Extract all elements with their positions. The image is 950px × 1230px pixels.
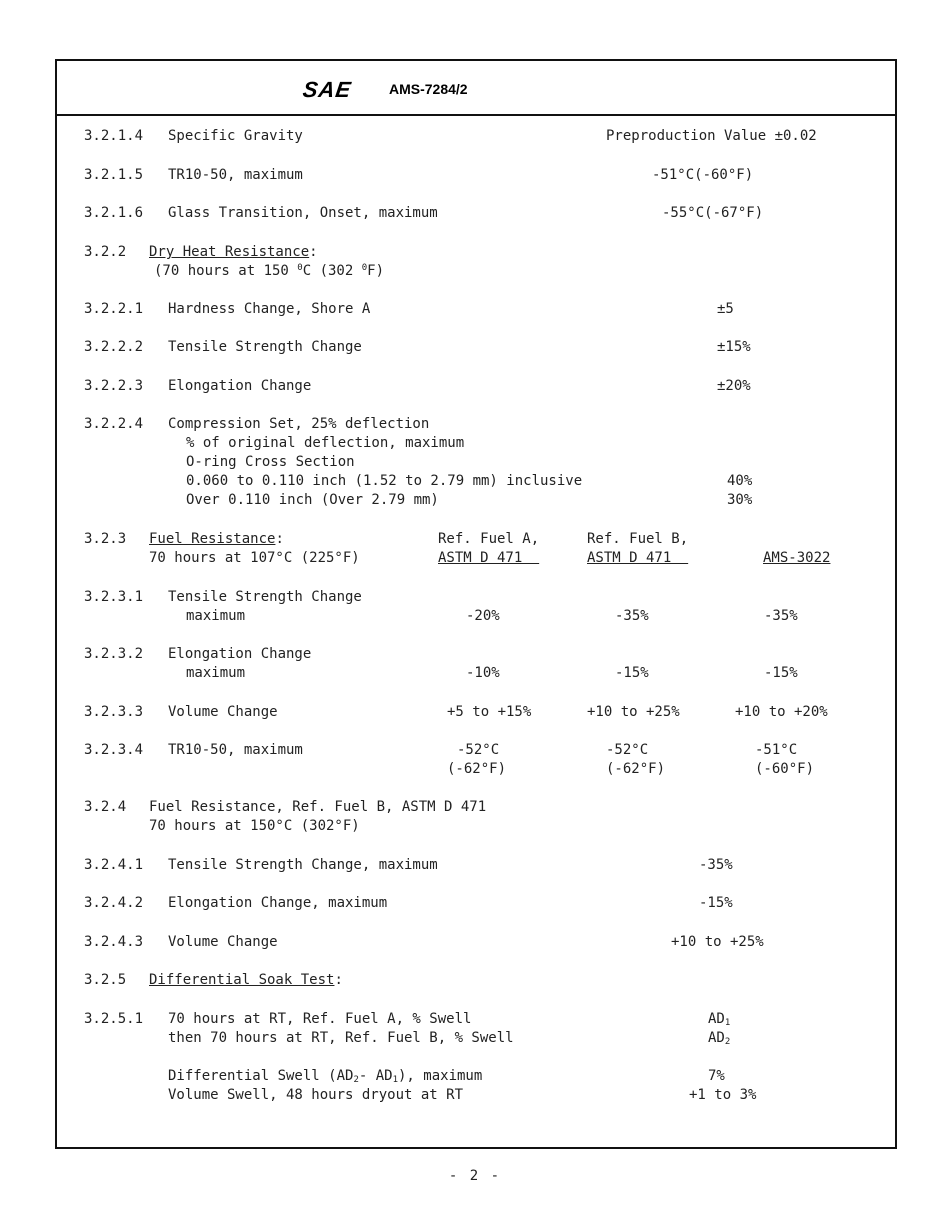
spec-row-label: Over 0.110 inch (Over 2.79 mm) xyxy=(186,492,439,508)
spec-value: ±20% xyxy=(717,378,751,394)
test-condition: 70 hours at 150°C (302°F) xyxy=(149,818,360,834)
degree-mark: 0 xyxy=(297,263,303,273)
section-number: 3.2.2.3 xyxy=(84,378,144,394)
spec-label: Compression Set, 25% deflection xyxy=(168,416,430,432)
section-title xyxy=(149,243,318,262)
section-number: 3.2.2.4 xyxy=(84,416,144,432)
spec-value: +10 to +25% xyxy=(671,934,764,950)
section-number: 3.2.3.4 xyxy=(84,742,144,758)
spec-label: 70 hours at RT, Ref. Fuel A, % Swell xyxy=(168,1011,472,1027)
ams-value: +10 to +20% xyxy=(735,704,828,720)
spec-value: ±15% xyxy=(717,339,751,355)
fuel-b-value: -52°C xyxy=(606,742,649,758)
document-header xyxy=(57,61,895,116)
spec-label: Elongation Change xyxy=(168,646,312,662)
value-base: AD xyxy=(708,1030,725,1046)
label-part: Differential Swell (AD xyxy=(168,1068,354,1084)
spec-label: Glass Transition, Onset, maximum xyxy=(168,205,438,221)
spec-label: then 70 hours at RT, Ref. Fuel B, % Swell xyxy=(168,1030,514,1046)
label-part: ), maximum xyxy=(398,1068,483,1084)
value-subscript: 1 xyxy=(724,1018,731,1028)
fuel-b-value: -35% xyxy=(615,608,649,624)
section-title xyxy=(149,971,343,990)
fuel-b-value: (-62°F) xyxy=(606,761,666,777)
fuel-a-value: -10% xyxy=(466,665,500,681)
section-number: 3.2.4 xyxy=(84,799,127,815)
section-title-colon: : xyxy=(334,972,343,988)
spec-value: -51°C(-60°F) xyxy=(652,167,754,183)
section-title xyxy=(149,530,284,549)
fuel-b-value: -15% xyxy=(615,665,649,681)
section-number: 3.2.1.4 xyxy=(84,128,144,144)
spec-label: Hardness Change, Shore A xyxy=(168,301,371,317)
section-number: 3.2.4.1 xyxy=(84,857,144,873)
spec-value xyxy=(708,1010,730,1029)
spec-label: Volume Change xyxy=(168,704,278,720)
section-number: 3.2.3.1 xyxy=(84,589,144,605)
spec-label: Tensile Strength Change, maximum xyxy=(168,857,438,873)
test-condition xyxy=(154,262,384,281)
label-part: - AD xyxy=(358,1068,393,1084)
section-number: 3.2.3 xyxy=(84,531,127,547)
spec-value: +1 to 3% xyxy=(689,1087,757,1103)
label-subscript: 2 xyxy=(353,1075,359,1085)
document-number: AMS-7284/2 xyxy=(389,81,468,97)
sae-logo: SAE xyxy=(301,77,354,102)
ams-value: -15% xyxy=(764,665,798,681)
condition-part: C (302 xyxy=(302,263,362,279)
spec-row-value: 30% xyxy=(727,492,753,508)
label-subscript: 1 xyxy=(392,1075,398,1085)
spec-label: Volume Swell, 48 hours dryout at RT xyxy=(168,1087,464,1103)
section-number: 3.2.2.2 xyxy=(84,339,144,355)
column-header-fuel-a: Ref. Fuel A, xyxy=(438,531,540,547)
ams-value: (-60°F) xyxy=(755,761,815,777)
spec-sublabel: maximum xyxy=(186,665,246,681)
ams-value: -35% xyxy=(764,608,798,624)
fuel-b-value: +10 to +25% xyxy=(587,704,680,720)
condition-part: (70 hours at 150 xyxy=(154,263,298,279)
value-subscript: 2 xyxy=(724,1037,731,1047)
section-number: 3.2.3.3 xyxy=(84,704,144,720)
section-number: 3.2.4.2 xyxy=(84,895,144,911)
fuel-a-value: (-62°F) xyxy=(447,761,507,777)
spec-label: Tensile Strength Change xyxy=(168,339,362,355)
spec-label: Specific Gravity xyxy=(168,128,303,144)
spec-label: Tensile Strength Change xyxy=(168,589,362,605)
spec-label: Elongation Change xyxy=(168,378,312,394)
column-header-fuel-a-standard: ASTM D 471 xyxy=(438,550,540,566)
section-title-text: Differential Soak Test xyxy=(149,972,335,988)
spec-label xyxy=(168,1067,482,1086)
spec-label: Volume Change xyxy=(168,934,278,950)
fuel-a-value: +5 to +15% xyxy=(447,704,532,720)
spec-value: -35% xyxy=(699,857,733,873)
section-number: 3.2.4.3 xyxy=(84,934,144,950)
fuel-a-value: -52°C xyxy=(457,742,500,758)
spec-sublabel: % of original deflection, maximum xyxy=(186,435,465,451)
spec-value xyxy=(708,1029,730,1048)
spec-sublabel: O-ring Cross Section xyxy=(186,454,355,470)
column-header-ams: AMS-3022 xyxy=(763,550,831,566)
spec-value: -15% xyxy=(699,895,733,911)
spec-row-value: 40% xyxy=(727,473,753,489)
fuel-a-value: -20% xyxy=(466,608,500,624)
page-number: - 2 - xyxy=(448,1168,502,1184)
value-base: AD xyxy=(708,1011,725,1027)
section-number: 3.2.1.5 xyxy=(84,167,144,183)
section-title-text: Fuel Resistance xyxy=(149,531,276,547)
ams-value: -51°C xyxy=(755,742,798,758)
section-number: 3.2.2.1 xyxy=(84,301,144,317)
spec-label: TR10-50, maximum xyxy=(168,742,303,758)
spec-label: Elongation Change, maximum xyxy=(168,895,388,911)
section-number: 3.2.5 xyxy=(84,972,127,988)
section-title: Fuel Resistance, Ref. Fuel B, ASTM D 471 xyxy=(149,799,487,815)
column-header-fuel-b: Ref. Fuel B, xyxy=(587,531,689,547)
test-condition: 70 hours at 107°C (225°F) xyxy=(149,550,360,566)
spec-sublabel: maximum xyxy=(186,608,246,624)
section-title-colon: : xyxy=(309,244,318,260)
section-title-colon: : xyxy=(275,531,284,547)
section-number: 3.2.5.1 xyxy=(84,1011,144,1027)
spec-value: ±5 xyxy=(717,301,734,317)
spec-value: 7% xyxy=(708,1068,725,1084)
section-number: 3.2.2 xyxy=(84,244,127,260)
column-header-fuel-b-standard: ASTM D 471 xyxy=(587,550,689,566)
spec-value: Preproduction Value ±0.02 xyxy=(606,128,817,144)
section-number: 3.2.3.2 xyxy=(84,646,144,662)
spec-label: TR10-50, maximum xyxy=(168,167,303,183)
spec-row-label: 0.060 to 0.110 inch (1.52 to 2.79 mm) inclusive xyxy=(186,473,583,489)
degree-mark: 0 xyxy=(361,263,368,273)
section-title-text: Dry Heat Resistance xyxy=(149,244,310,260)
condition-part: F) xyxy=(367,263,385,279)
spec-value: -55°C(-67°F) xyxy=(662,205,764,221)
section-number: 3.2.1.6 xyxy=(84,205,144,221)
